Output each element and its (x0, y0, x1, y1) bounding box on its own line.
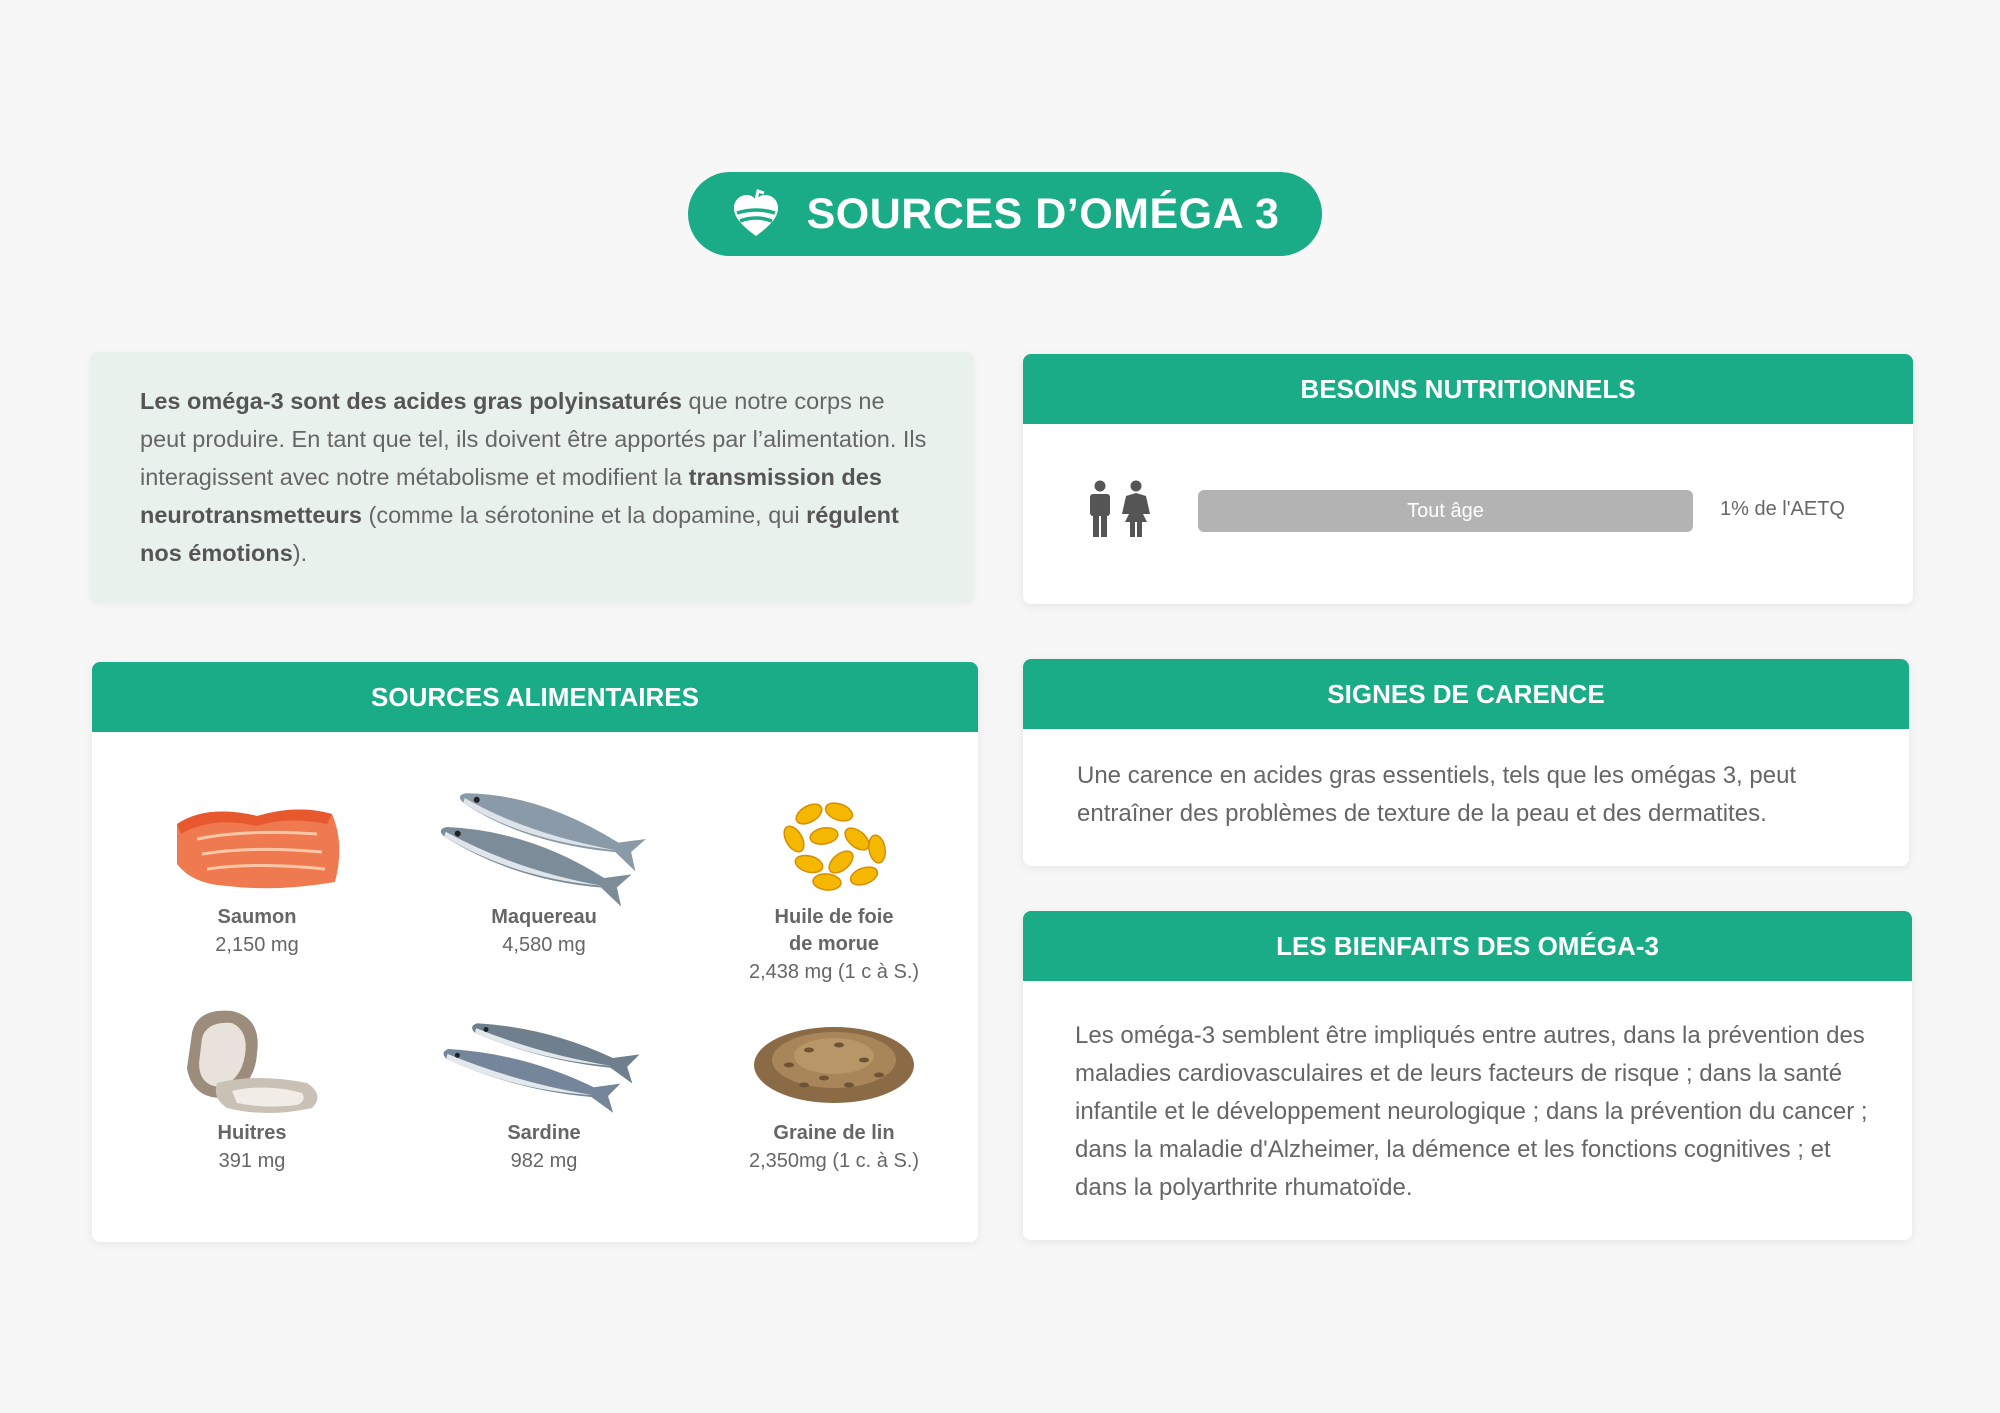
carence-text: Une carence en acides gras essentiels, tels que les omégas 3, peut entraîner des problèmes de texture de la peau et des dermatites. (1077, 762, 1797, 827)
heart-leaf-icon (731, 189, 781, 239)
page-title: SOURCES D’OMÉGA 3 (806, 189, 1280, 238)
oyster-icon (177, 1003, 327, 1118)
food-amount: 391 mg (218, 1150, 286, 1172)
mackerel-icon (429, 779, 659, 909)
food-name: Huitres (217, 1122, 287, 1144)
food-amount: 2,150 mg (215, 934, 299, 956)
food-name: Sardine (507, 1122, 581, 1144)
age-bar (1198, 490, 1693, 532)
food-name: Huile de foie de morue (774, 906, 894, 955)
bienfaits-card (1023, 911, 1912, 1240)
besoins-card (1023, 354, 1913, 604)
food-item (424, 784, 664, 959)
besoins-header: BESOINS NUTRITIONNELS (1023, 354, 1913, 424)
food-item (714, 1000, 954, 1175)
age-bar-label: Tout âge (1407, 499, 1484, 522)
carence-card (1023, 659, 1909, 866)
aetq-value: 1% de l'AETQ (1720, 498, 1845, 520)
carence-header: SIGNES DE CARENCE (1023, 659, 1909, 729)
sources-header: SOURCES ALIMENTAIRES (92, 662, 978, 732)
food-item (132, 1000, 372, 1175)
salmon-icon (167, 794, 347, 894)
man-woman-icon (1087, 480, 1151, 538)
food-name: Maquereau (491, 906, 597, 928)
intro-box (90, 352, 974, 602)
bienfaits-header: LES BIENFAITS DES OMÉGA-3 (1023, 911, 1912, 981)
food-amount: 982 mg (510, 1150, 578, 1172)
food-item (424, 1000, 664, 1175)
sardine-icon (434, 1005, 654, 1115)
food-item (714, 784, 954, 986)
intro-text: Les oméga-3 sont des acides gras polyinsaturés que notre corps ne peut produire. En tant que tel, ils doivent être apportés par l’alimentation. Ils interagissent avec notre métabolisme et modifient la transmission des neurotransmetteurs (comme la sérotonine et la dopamine, qui régulent nos émotions). (140, 388, 927, 566)
food-amount: 2,438 mg (1 c à S.) (748, 961, 920, 983)
fish-oil-capsules-icon (769, 794, 899, 894)
food-amount: 4,580 mg (502, 934, 586, 956)
food-amount: 2,350mg (1 c. à S.) (748, 1150, 920, 1172)
flax-seeds-icon (749, 1010, 919, 1110)
bienfaits-text: Les oméga-3 semblent être impliqués entre autres, dans la prévention des maladies cardiovasculaires et de leurs facteurs de risque ; dans la santé infantile et le développement neurologique ; dans la prévention du cancer ; dans la maladie d'Alzheimer, la démence et les fonctions cognitives ; et dans la polyarthrite rhumatoïde. (1075, 1022, 1868, 1201)
food-item (137, 784, 377, 959)
sources-card (92, 662, 978, 1242)
title-banner (688, 172, 1322, 256)
food-name: Saumon (217, 906, 297, 928)
food-name: Graine de lin (773, 1122, 895, 1144)
